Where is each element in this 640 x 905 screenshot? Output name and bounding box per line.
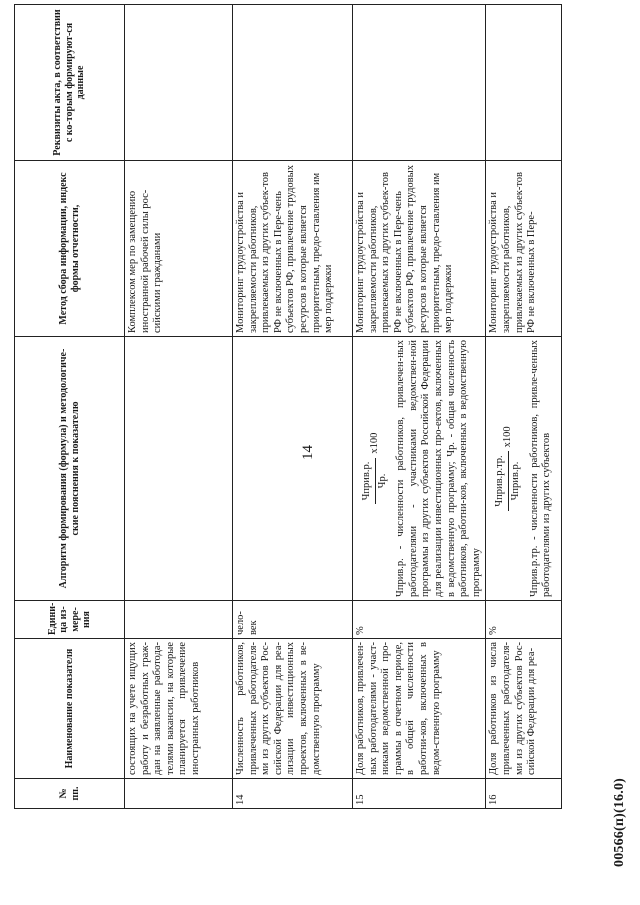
header-requisites: Реквизиты акта, в соответствии с ко-торым формируют-ся данные	[15, 5, 125, 161]
formula-explanation: Чприв.р.тр. - численности работников, привле-ченных работодателями из других субъектов	[528, 340, 553, 597]
table-row	[233, 5, 353, 809]
cell-algorithm	[125, 337, 233, 601]
formula-multiplier: x100	[502, 426, 514, 448]
header-name: Наименование показателя	[15, 639, 125, 779]
page-number: 14	[300, 445, 316, 460]
formula-fraction	[361, 458, 389, 505]
cell-method: Мониторинг трудоустройства и закрепляемости работников, привлекаемых из других субъек-тов РФ не включенных в Пере-чень субъектов РФ, привлечение трудовых ресурсов в которые является приоритетным, предо-ставления им мер поддержки	[233, 161, 353, 337]
formula-denominator: Чр.	[376, 473, 388, 489]
indicators-table	[14, 4, 562, 809]
cell-name: Доля работников, привлечен-ных работодателями - участ-никами ведомственной про-граммы в отчетном периоде, в общей численности работни-ков, включенных в ведом-ственную программу	[353, 639, 486, 779]
table-row	[125, 5, 233, 809]
formula-fraction	[494, 451, 522, 510]
cell-algorithm	[353, 337, 486, 601]
table-row	[353, 5, 486, 809]
cell-requisites	[233, 5, 353, 161]
formula-explanation: Чприв.р. - численности работников, привлечен-ных работодателями - участниками ведомствен-ной программы из других субъектов Российской Федерации для реализации инвестиционных про-ектов, включенных в ведомственную программу; Чр. - общая численность работников, работни-ков, включенных в ведомственную программу	[395, 340, 482, 597]
cell-num: 14	[233, 779, 353, 809]
cell-requisites	[353, 5, 486, 161]
cell-unit: %	[486, 601, 562, 639]
formula-numerator: Чприв.р.	[361, 458, 376, 505]
table-row	[486, 5, 562, 809]
cell-name: состоящих на учете ищущих работу и безработных граж-дан на заявленные работода-телями вакансии, на которые планируется привлечение иностранных работников	[125, 639, 233, 779]
cell-requisites	[125, 5, 233, 161]
cell-algorithm	[233, 337, 353, 601]
cell-num: 15	[353, 779, 486, 809]
formula-multiplier: x100	[368, 432, 380, 454]
cell-unit: чело-век	[233, 601, 353, 639]
cell-unit: %	[353, 601, 486, 639]
formula	[361, 340, 389, 597]
footer-document-code: 00566(п)(16.0)	[612, 777, 627, 867]
formula	[494, 340, 522, 597]
cell-method: Мониторинг трудоустройства и закрепляемости работников, привлекаемых из других субъек-тов РФ не включенных в Пере-	[486, 161, 562, 337]
header-unit: Едини-ца из-мере-ния	[15, 601, 125, 639]
cell-method: Мониторинг трудоустройства и закрепляемости работников, привлекаемых из других субъек-тов РФ не включенных в Пере-чень субъектов РФ, привлечение трудовых ресурсов в которые является приоритетным, предо-ставления им мер поддержки	[353, 161, 486, 337]
cell-method: Комплексом мер по замещению иностранной рабочей силы рос-сийскими гражданами	[125, 161, 233, 337]
header-num: № пп.	[15, 779, 125, 809]
cell-num	[125, 779, 233, 809]
header-algorithm: Алгоритм формирования (формула) и методологиче-ские пояснения к показателю	[15, 337, 125, 601]
cell-requisites	[486, 5, 562, 161]
formula-numerator: Чприв.р.тр.	[494, 451, 509, 510]
formula-denominator: Чприв.р.	[509, 461, 521, 501]
cell-num: 16	[486, 779, 562, 809]
cell-unit	[125, 601, 233, 639]
cell-name: Численность работников, привлеченных работодателя-ми из других субъектов Рос-сийской Федерации для реа-лизации инвестиционных проектов, включенных в ве-домственную программу	[233, 639, 353, 779]
cell-name: Доля работников из числа привлеченных работодателя-ми из других субъектов Рос-сийской Федерации для реа-	[486, 639, 562, 779]
table-header-row	[15, 5, 125, 809]
header-method: Метод сбора информации, индекс формы отчетности,	[15, 161, 125, 337]
cell-algorithm	[486, 337, 562, 601]
